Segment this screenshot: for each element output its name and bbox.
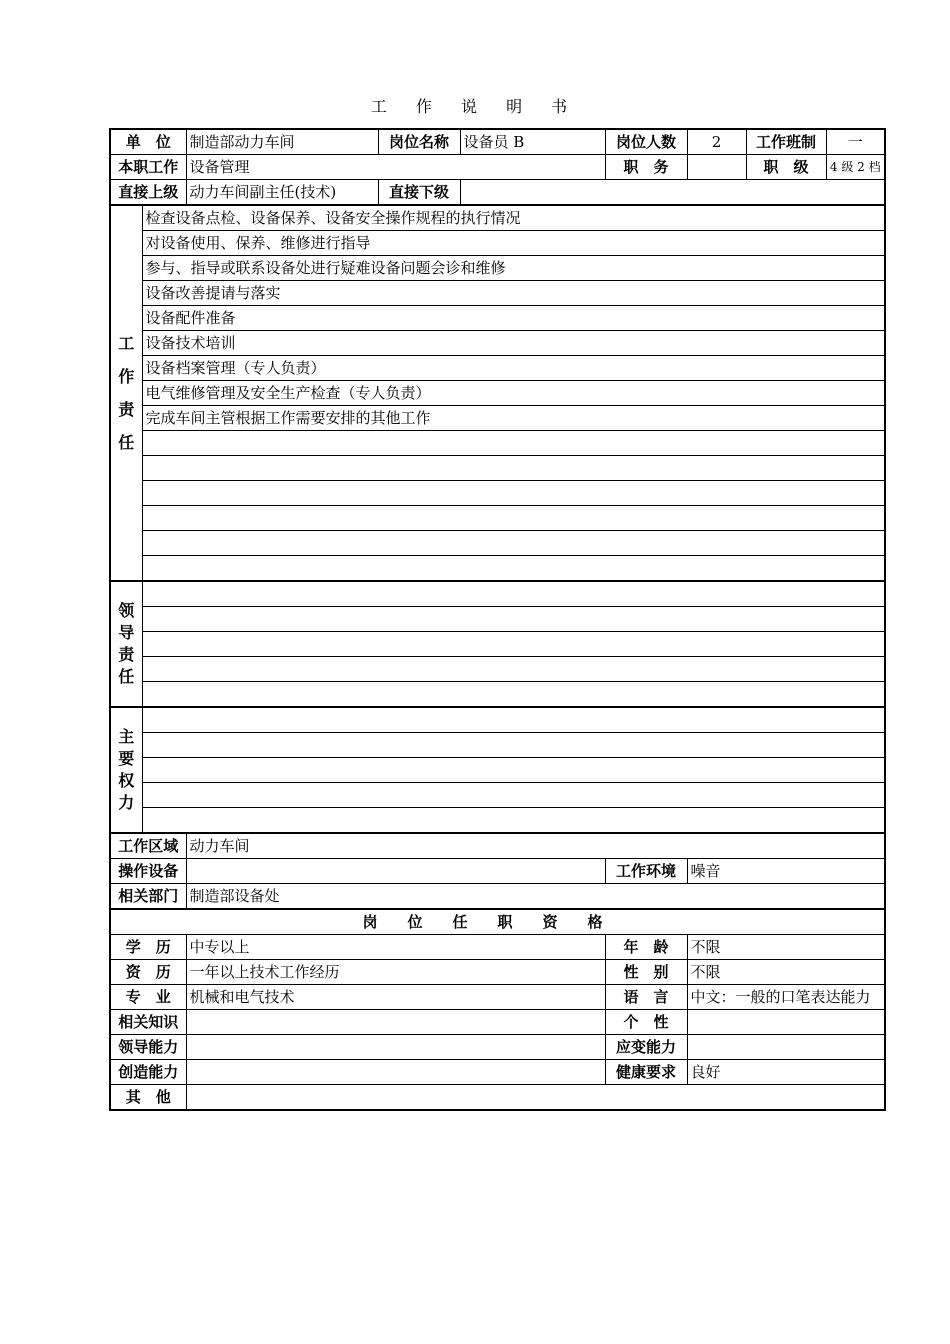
leadership-ability-value: [186, 1035, 605, 1060]
environment-value: 噪音: [687, 859, 885, 884]
responsibility-line: 设备配件准备: [142, 306, 885, 331]
knowledge-label: 相关知识: [110, 1010, 186, 1035]
headcount-value: 2: [687, 129, 746, 155]
responsibility-line: 完成车间主管根据工作需要安排的其他工作: [142, 406, 885, 431]
other-label: 其 他: [110, 1085, 186, 1111]
age-label: 年 龄: [605, 935, 687, 960]
authority-line: [142, 758, 885, 783]
unit-value: 制造部动力车间: [186, 129, 378, 155]
authority-line: [142, 707, 885, 733]
leadership-line: [142, 682, 885, 708]
language-value: 中文：一般的口笔表达能力: [687, 985, 885, 1010]
adaptability-label: 应变能力: [605, 1035, 687, 1060]
job-value: 设备管理: [186, 155, 605, 180]
equipment-value: [186, 859, 605, 884]
duty-value: [687, 155, 746, 180]
shift-value: 一: [826, 129, 885, 155]
creativity-value: [186, 1060, 605, 1085]
responsibilities-label: 工 作 责 任: [110, 205, 142, 581]
personality-label: 个 性: [605, 1010, 687, 1035]
gender-value: 不限: [687, 960, 885, 985]
responsibility-line: 设备改善提请与落实: [142, 281, 885, 306]
qualifications-heading: 岗位任职资格: [110, 909, 885, 935]
responsibility-line: [142, 506, 885, 531]
gender-label: 性 别: [605, 960, 687, 985]
job-description-form: [109, 128, 886, 1111]
leadership-line: [142, 581, 885, 607]
work-area-value: 动力车间: [186, 833, 885, 859]
responsibility-line: 设备技术培训: [142, 331, 885, 356]
leadership-ability-label: 领导能力: [110, 1035, 186, 1060]
authority-line: [142, 733, 885, 758]
grade-label: 职 级: [746, 155, 826, 180]
experience-value: 一年以上技术工作经历: [186, 960, 605, 985]
responsibility-line: [142, 481, 885, 506]
major-value: 机械和电气技术: [186, 985, 605, 1010]
environment-label: 工作环境: [605, 859, 687, 884]
document-title: 工 作 说 明 书: [370, 97, 580, 116]
responsibility-line: [142, 531, 885, 556]
job-label: 本职工作: [110, 155, 186, 180]
subordinate-value: [460, 180, 885, 206]
health-value: 良好: [687, 1060, 885, 1085]
equipment-label: 操作设备: [110, 859, 186, 884]
age-value: 不限: [687, 935, 885, 960]
responsibility-line: [142, 456, 885, 481]
other-value: [186, 1085, 885, 1111]
authority-line: [142, 808, 885, 834]
shift-label: 工作班制: [746, 129, 826, 155]
leadership-line: [142, 657, 885, 682]
headcount-label: 岗位人数: [605, 129, 687, 155]
leadership-line: [142, 632, 885, 657]
responsibility-line: 电气维修管理及安全生产检查（专人负责）: [142, 381, 885, 406]
duty-label: 职 务: [605, 155, 687, 180]
related-dept-value: 制造部设备处: [186, 884, 885, 910]
education-label: 学 历: [110, 935, 186, 960]
responsibility-line: [142, 431, 885, 456]
education-value: 中专以上: [186, 935, 605, 960]
work-area-label: 工作区域: [110, 833, 186, 859]
responsibility-line: 对设备使用、保养、维修进行指导: [142, 231, 885, 256]
grade-value: 4 级 2 档: [826, 155, 885, 180]
language-label: 语 言: [605, 985, 687, 1010]
personality-value: [687, 1010, 885, 1035]
position-name-value: 设备员 B: [460, 129, 605, 155]
leadership-label: 领 导 责 任: [110, 581, 142, 707]
creativity-label: 创造能力: [110, 1060, 186, 1085]
knowledge-value: [186, 1010, 605, 1035]
subordinate-label: 直接下级: [378, 180, 460, 206]
leadership-line: [142, 607, 885, 632]
responsibility-line: [142, 556, 885, 582]
superior-label: 直接上级: [110, 180, 186, 206]
major-label: 专 业: [110, 985, 186, 1010]
adaptability-value: [687, 1035, 885, 1060]
experience-label: 资 历: [110, 960, 186, 985]
related-dept-label: 相关部门: [110, 884, 186, 910]
authority-line: [142, 783, 885, 808]
responsibility-line: 设备档案管理（专人负责）: [142, 356, 885, 381]
health-label: 健康要求: [605, 1060, 687, 1085]
authority-label: 主 要 权 力: [110, 707, 142, 833]
responsibility-line: 参与、指导或联系设备处进行疑难设备问题会诊和维修: [142, 256, 885, 281]
position-name-label: 岗位名称: [378, 129, 460, 155]
responsibility-line: 检查设备点检、设备保养、设备安全操作规程的执行情况: [142, 205, 885, 231]
unit-label: 单 位: [110, 129, 186, 155]
superior-value: 动力车间副主任(技术): [186, 180, 378, 206]
